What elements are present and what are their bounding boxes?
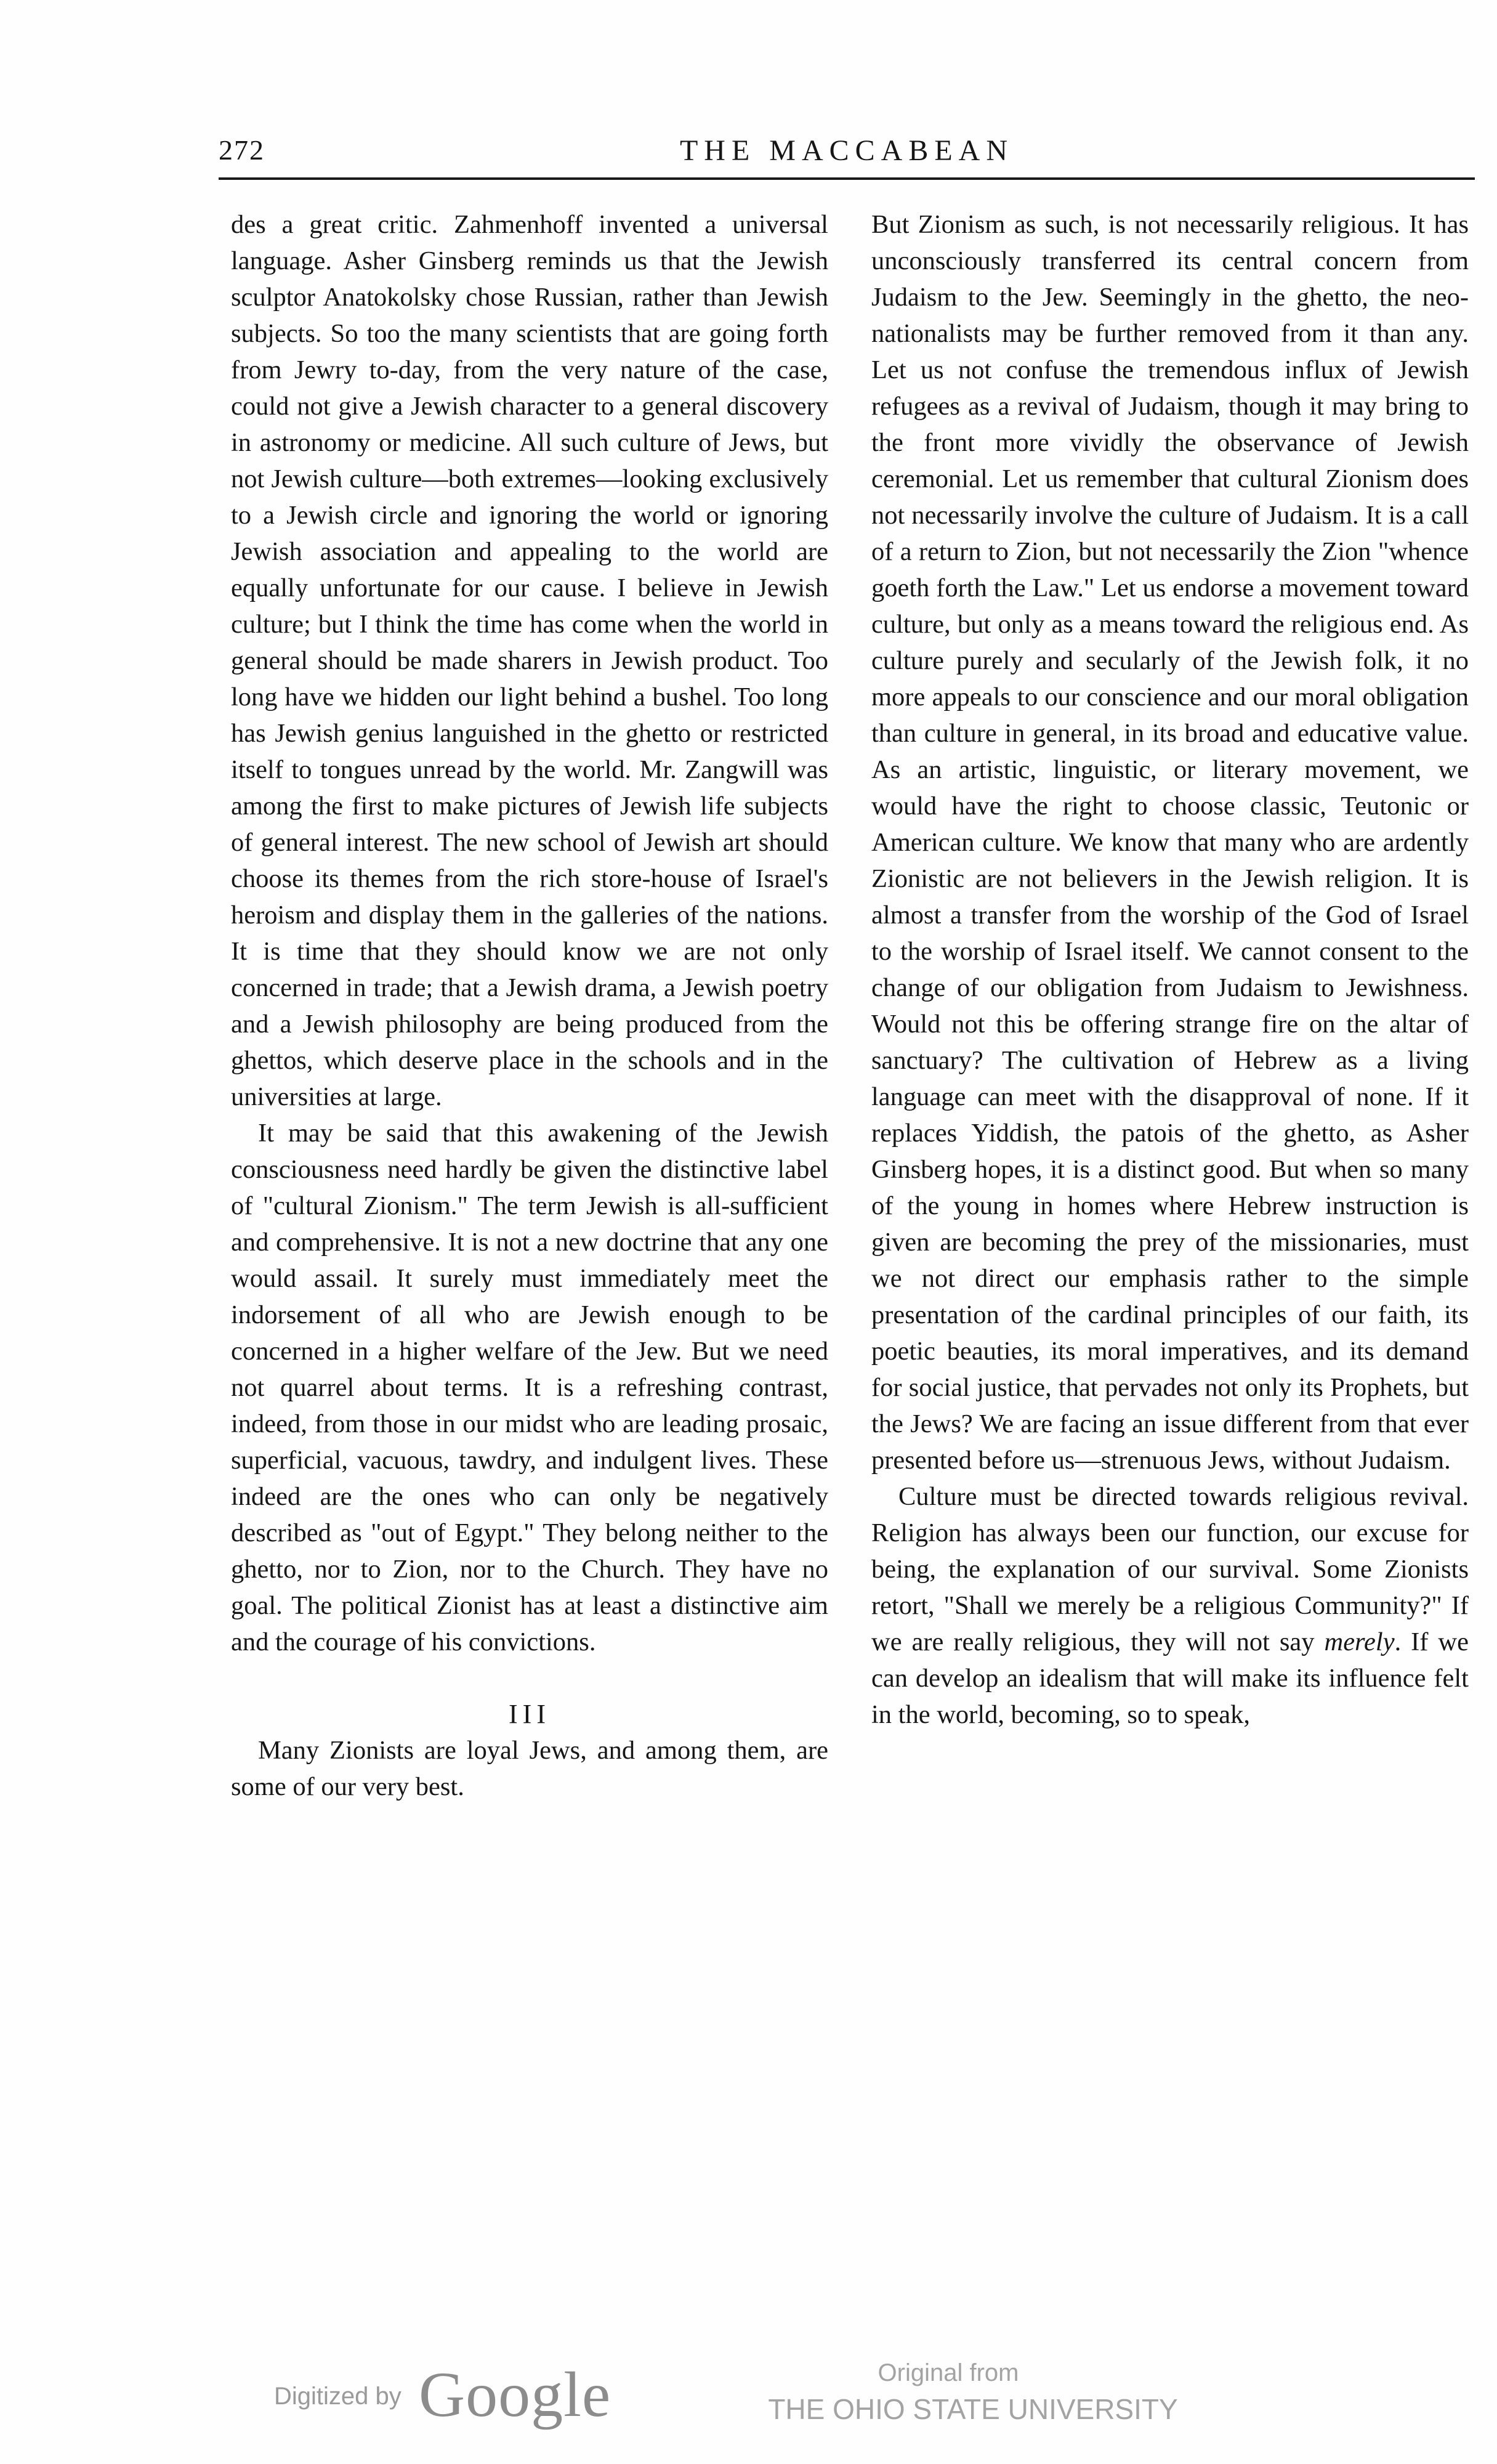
- google-logo: Google: [419, 2359, 611, 2430]
- right-column: [871, 206, 1469, 1733]
- section-heading: III: [509, 1699, 551, 1729]
- paragraph-text: . If we can develop an idealism that will make its influence felt in the world, becoming, so to speak,: [871, 1627, 1469, 1729]
- paragraph-text: Culture must be directed towards religious revival. Religion has always been our function, our excuse for being, the explanation of our survival. Some Zionists retort, "Shall we merely be a religious Community?" If we are really religious, they will not say: [871, 1482, 1469, 1656]
- digitized-by-label: Digitized by: [274, 2383, 401, 2410]
- page-number: 272: [219, 134, 265, 166]
- original-from-label: Original from: [878, 2359, 1019, 2386]
- emphasized-word: merely: [1324, 1627, 1395, 1656]
- paragraph: It may be said that this awakening of the Jewish consciousness need hardly be given the distinctive label of "cultural Zionism." The term Jewish is all-sufficient and comprehensive. It is not a new doctrine that any one would assail. It surely must immediately meet the indorsement of all who are Jewish enough to be concerned in a higher welfare of the Jew. But we need not quarrel about terms. It is a refreshing contrast, indeed, from those in our midst who are leading prosaic, superficial, vacuous, tawdry, and indulgent lives. These indeed are the ones who can only be negatively described as "out of Egypt." They belong neither to the ghetto, nor to Zion, nor to the Church. They have no goal. The political Zionist has at least a distinctive aim and the courage of his convictions.: [231, 1119, 828, 1656]
- paragraph: But Zionism as such, is not necessarily religious. It has unconsciously transferred its central concern from Judaism to the Jew. Seemingly in the ghetto, the neo-nationalists may be further removed from it than any. Let us not confuse the tremendous influx of Jewish refugees as a revival of Judaism, though it may bring to the front more vividly the observance of Jewish ceremonial. Let us remember that cultural Zionism does not necessarily involve the culture of Judaism. It is a call of a return to Zion, but not necessarily the Zion "whence goeth forth the Law." Let us endorse a movement toward culture, but only as a means toward the religious end. As culture purely and secularly of the Jewish folk, it no more appeals to our conscience and our moral obligation than culture in general, in its broad and educative value. As an artistic, linguistic, or literary movement, we would have the right to choose classic, Teutonic or American culture. We know that many who are ardently Zionistic are not believers in the Jewish religion. It is almost a transfer from the worship of the God of Israel to the worship of Israel itself. We cannot consent to the change of our obligation from Judaism to Jewishness. Would not this be offering strange fire on the altar of sanctuary? The cultivation of Hebrew as a living language can meet with the disapproval of none. If it replaces Yiddish, the patois of the ghetto, as Asher Ginsberg hopes, it is a distinct good. But when so many of the young in homes where Hebrew instruction is given are becoming the prey of the missionaries, must we not direct our emphasis rather to the simple presentation of the cardinal principles of our faith, its poetic beauties, its moral imperatives, and its demand for social justice, that pervades not only its Prophets, but the Jews? We are facing an issue different from that ever presented before us—strenuous Jews, without Judaism.: [871, 210, 1469, 1475]
- paragraph: des a great critic. Zahmenhoff invented a universal language. Asher Ginsberg reminds us that the Jewish sculptor Anatokolsky chose Russian, rather than Jewish subjects. So too the many scientists that are going forth from Jewry to-day, from the very nature of the case, could not give a Jewish character to a general discovery in astronomy or medicine. All such culture of Jews, but not Jewish culture—both extremes—looking exclusively to a Jewish circle and ignoring the world or ignoring Jewish association and appealing to the world are equally unfortunate for our cause. I believe in Jewish culture; but I think the time has come when the world in general should be made sharers in Jewish product. Too long have we hidden our light behind a bushel. Too long has Jewish genius languished in the ghetto or restricted itself to tongues unread by the world. Mr. Zangwill was among the first to make pictures of Jewish life subjects of general interest. The new school of Jewish art should choose its themes from the rich store-house of Israel's heroism and display them in the galleries of the nations. It is time that they should know we are not only concerned in trade; that a Jewish drama, a Jewish poetry and a Jewish philosophy are being produced from the ghettos, which deserve place in the schools and in the universities at large.: [231, 210, 828, 1111]
- institution-name: THE OHIO STATE UNIVERSITY: [768, 2393, 1178, 2425]
- left-column: [231, 206, 828, 1805]
- running-title: THE MACCABEAN: [679, 134, 1014, 167]
- digitization-footer: [0, 2353, 1497, 2446]
- paragraph: [871, 1478, 1469, 1733]
- header-rule: [219, 177, 1475, 180]
- page-header: [219, 126, 1475, 169]
- paragraph: Many Zionists are loyal Jews, and among them, are some of our very best.: [231, 1736, 828, 1801]
